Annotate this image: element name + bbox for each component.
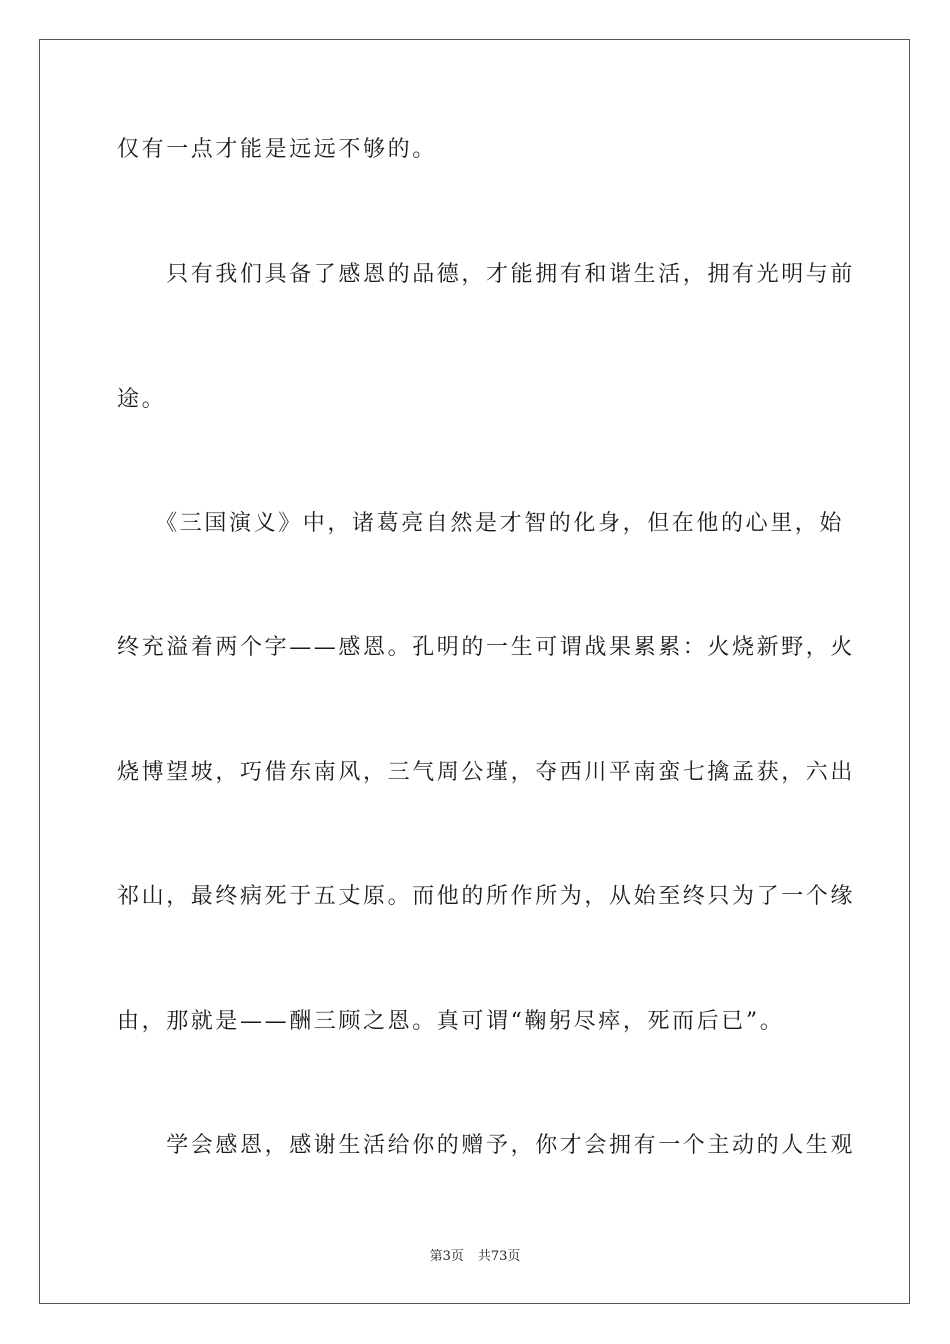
text-line: 由，那就是——酬三顾之恩。真可谓“鞠躬尽瘁，死而后已”。: [117, 1009, 785, 1034]
text-line: 途。: [117, 387, 167, 412]
page-footer: [0, 1248, 950, 1266]
page-border: [39, 39, 910, 1304]
text-line: 只有我们具备了感恩的品德，才能拥有和谐生活，拥有光明与前: [117, 262, 856, 287]
text-line: 仅有一点才能是远远不够的。: [117, 137, 437, 162]
page-number: 第3页: [429, 1249, 464, 1264]
text-line: 学会感恩，感谢生活给你的赠予，你才会拥有一个主动的人生观: [117, 1133, 856, 1158]
page-total: 共73页: [477, 1249, 521, 1264]
text-line: 《三国演义》中，诸葛亮自然是才智的化身，但在他的心里，始: [117, 511, 845, 536]
text-line: 终充溢着两个字——感恩。孔明的一生可谓战果累累：火烧新野，火: [117, 635, 856, 660]
text-line: 烧博望坡，巧借东南风，三气周公瑾，夺西川平南蛮七擒孟获，六出: [117, 760, 856, 785]
text-line: 祁山，最终病死于五丈原。而他的所作所为，从始至终只为了一个缘: [117, 884, 856, 909]
